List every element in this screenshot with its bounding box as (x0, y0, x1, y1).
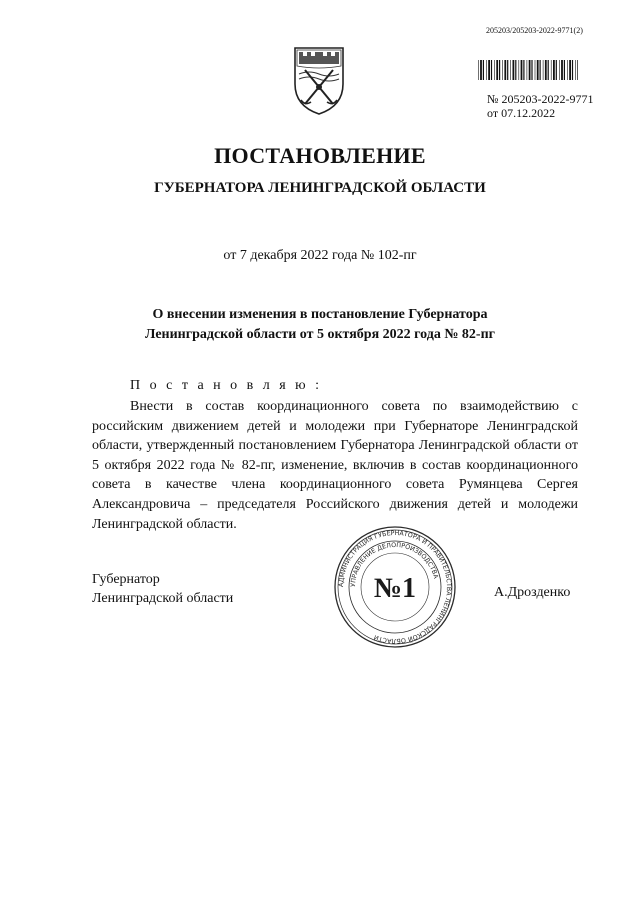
barcode-icon (478, 60, 578, 80)
reference-code: 205203/205203-2022-9771(2) (486, 26, 583, 35)
signatory-position (92, 570, 233, 608)
document-issuer: ГУБЕРНАТОРА ЛЕНИНГРАДСКОЙ ОБЛАСТИ (154, 180, 486, 196)
seal-inner-text: УПРАВЛЕНИЕ ДЕЛОПРОИЗВОДСТВА (349, 541, 440, 588)
registration-block (487, 92, 593, 120)
coat-of-arms-icon (289, 44, 349, 116)
document-subject (100, 305, 540, 345)
seal-ring-text: АДМИНИСТРАЦИЯ ГУБЕРНАТОРА И ПРАВИТЕЛЬСТВА ЛЕНИНГРАДСКОЙ ОБЛАСТИ (337, 529, 453, 645)
seal-number: №1 (373, 573, 417, 604)
subject-line-1: О внесении изменения в постановление Губернатора (152, 307, 488, 322)
resolve-word: П о с т а н о в л я ю : (130, 378, 323, 393)
signatory-name: А.Дрозденко (494, 585, 571, 600)
registration-number: № 205203-2022-9771 (487, 92, 594, 106)
document-title: ПОСТАНОВЛЕНИЕ (214, 143, 426, 168)
signatory-position-line-2: Ленинградской области (92, 591, 234, 606)
document-date-number: от 7 декабря 2022 года № 102-пг (223, 248, 417, 263)
subject-line-2: Ленинградской области от 5 октября 2022 года № 82-пг (144, 327, 496, 342)
registration-date: от 07.12.2022 (487, 106, 556, 120)
signatory-position-line-1: Губернатор (92, 572, 160, 587)
document-body: Внести в состав координационного совета по взаимодействию с российским движением детей и молодежи при Губернаторе Ленинградской области, утвержденный постановлением Губернатора Ленинградской области от 5 октября 2022 года № 82-пг, изменение, включив в состав координационного совета в качестве члена координационного совета Румянцева Сергея Александровича – председателя Российского движения детей и молодежи Ленинградской области. (92, 399, 578, 532)
official-seal-stamp (330, 522, 460, 652)
